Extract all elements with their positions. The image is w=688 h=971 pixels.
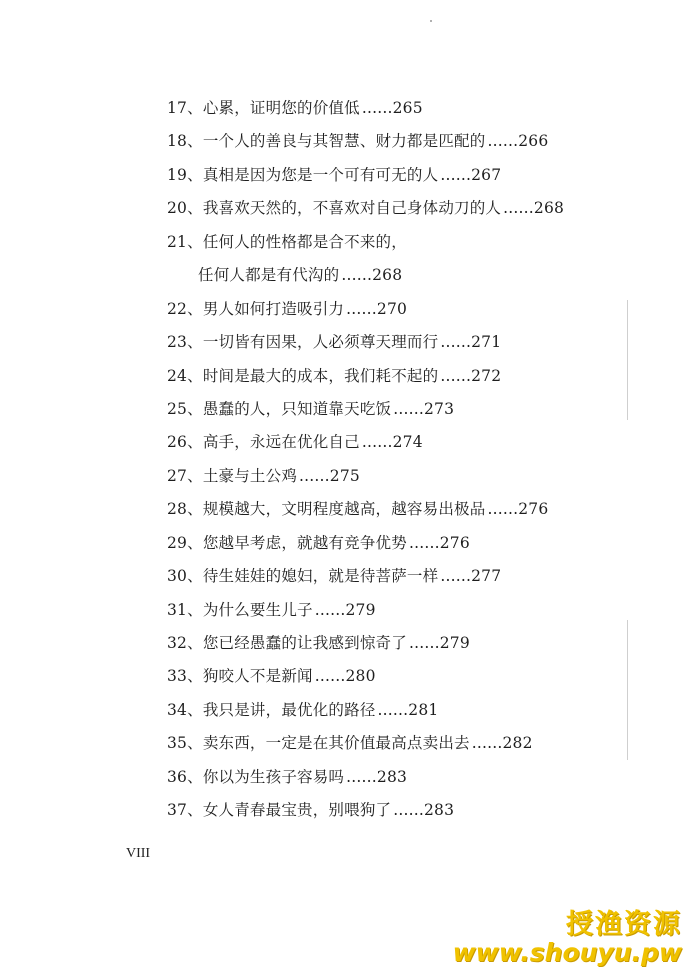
toc-entry-page: ......279 <box>408 634 470 652</box>
toc-entry-26 <box>167 432 423 452</box>
toc-entry-31 <box>167 600 376 620</box>
toc-entry-title: 33、狗咬人不是新闻 <box>167 667 313 685</box>
toc-entry-29 <box>167 533 470 553</box>
toc-entry-title: 22、男人如何打造吸引力 <box>167 300 345 318</box>
toc-entry-page: ......272 <box>440 367 502 385</box>
toc-entry-17 <box>167 98 423 118</box>
toc-entry-title: 20、我喜欢天然的，不喜欢对自己身体动刀的人 <box>167 199 502 217</box>
toc-entry-33 <box>167 666 376 686</box>
toc-entry-18 <box>167 131 548 151</box>
toc-entry-title: 29、您越早考虑，就越有竞争优势 <box>167 534 407 552</box>
toc-entry-title: 21、任何人的性格都是合不来的， <box>167 233 407 251</box>
toc-entry-page: ......273 <box>393 400 455 418</box>
toc-entry-title: 37、女人青春最宝贵，别喂狗了 <box>167 801 392 819</box>
toc-entry-25 <box>167 399 454 419</box>
toc-entry-page: ......270 <box>346 300 408 318</box>
toc-entry-30 <box>167 566 501 586</box>
toc-entry-34 <box>167 700 438 720</box>
toc-entry-title: 26、高手，永远在优化自己 <box>167 433 360 451</box>
toc-entry-32 <box>167 633 470 653</box>
toc-entry-page: ......275 <box>299 467 360 485</box>
toc-entry-22 <box>167 299 407 319</box>
watermark-url: www.shouyu.pw <box>452 938 682 967</box>
toc-entry-21 <box>167 232 409 252</box>
toc-entry-title: 31、为什么要生儿子 <box>167 601 313 619</box>
toc-entry-title: 25、愚蠢的人，只知道靠天吃饭 <box>167 400 392 418</box>
toc-entry-page: ......265 <box>361 99 423 117</box>
toc-entry-title: 28、规模越大，文明程度越高，越容易出极品 <box>167 500 486 518</box>
toc-entry-title: 30、待生娃娃的媳妇，就是待菩萨一样 <box>167 567 439 585</box>
toc-entry-page: ......281 <box>377 701 439 719</box>
toc-entry-page: ......282 <box>471 734 533 752</box>
toc-entry-21-continued <box>198 265 402 285</box>
toc-entry-page: ......283 <box>346 768 408 786</box>
toc-entry-page: ......266 <box>487 132 549 150</box>
toc-entry-page: ......276 <box>408 534 470 552</box>
toc-entry-36 <box>167 767 407 787</box>
toc-entry-28 <box>167 499 548 519</box>
toc-entry-24 <box>167 366 501 386</box>
toc-entry-20 <box>167 198 564 218</box>
toc-entry-37 <box>167 800 454 820</box>
toc-entry-title: 18、一个人的善良与其智慧、财力都是匹配的 <box>167 132 486 150</box>
toc-entry-title: 36、你以为生孩子容易吗 <box>167 768 345 786</box>
toc-entry-title: 32、您已经愚蠢的让我感到惊奇了 <box>167 634 407 652</box>
toc-entry-page: ......268 <box>503 199 565 217</box>
toc-entry-page: ......274 <box>361 433 423 451</box>
page-number: VIII <box>126 846 151 861</box>
toc-entry-27 <box>167 466 360 486</box>
toc-entry-page: ......283 <box>393 801 455 819</box>
toc-entry-title: 35、卖东西，一定是在其价值最高点卖出去 <box>167 734 470 752</box>
toc-entry-23 <box>167 332 501 352</box>
watermark-name: 授渔资源 <box>566 909 682 940</box>
toc-entry-title: 任何人都是有代沟的 <box>198 266 340 284</box>
toc-entry-title: 17、心累，证明您的价值低 <box>167 99 360 117</box>
toc-entry-title: 34、我只是讲，最优化的路径 <box>167 701 376 719</box>
toc-entry-page: ......277 <box>440 567 502 585</box>
toc-entry-page: ......276 <box>487 500 549 518</box>
toc-entry-19 <box>167 165 501 185</box>
toc-entry-title: 24、时间是最大的成本，我们耗不起的 <box>167 367 439 385</box>
toc-entry-page: ......279 <box>314 601 376 619</box>
toc-entry-page: ......268 <box>341 266 403 284</box>
toc-entry-title: 23、一切皆有因果，人必须尊天理而行 <box>167 333 439 351</box>
toc-entry-35 <box>167 733 533 753</box>
toc-entry-page: ......280 <box>314 667 376 685</box>
toc-entry-page: ......271 <box>440 333 502 351</box>
toc-entry-title: 27、土豪与土公鸡 <box>167 467 298 485</box>
toc-entry-page: ......267 <box>440 166 502 184</box>
toc-entry-title: 19、真相是因为您是一个可有可无的人 <box>167 166 439 184</box>
